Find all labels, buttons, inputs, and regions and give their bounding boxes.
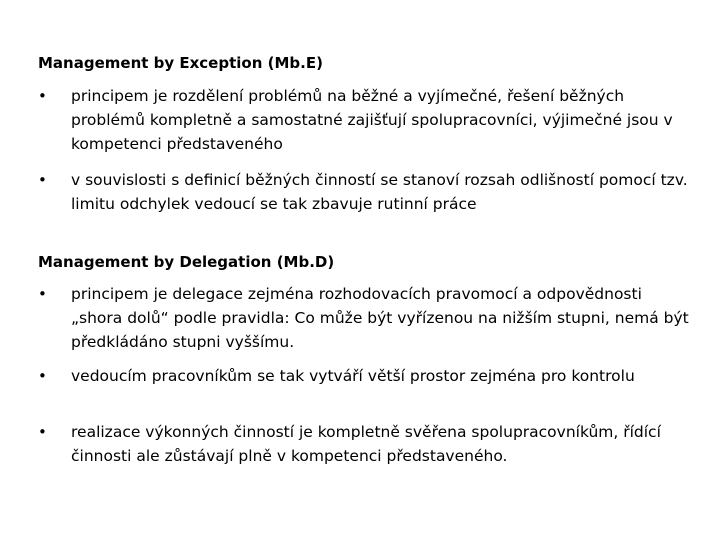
bullet-marker: • — [38, 367, 47, 385]
bullet-text: principem je rozdělení problémů na běžné a vyjímečné, řešení běžných problémů kompletně a samostatné zajišťují spolupracovníci, výjimečné jsou v kompetenci představeného — [71, 87, 673, 153]
bullet-text: vedoucím pracovníkům se tak vytváří větší prostor zejména pro kontrolu — [71, 367, 635, 385]
bullet-marker: • — [38, 87, 47, 105]
bullet-text: realizace výkonných činností je kompletně svěřena spolupracovníkům, řídící činnosti ale zůstávají plně v kompetenci představeného. — [71, 423, 661, 465]
bullet-text: v souvislosti s definicí běžných činností se stanoví rozsah odlišností pomocí tzv. limitu odchylek vedoucí se tak zbavuje rutinní práce — [71, 171, 688, 213]
section-heading-mbe: Management by Exception (Mb.E) — [38, 54, 323, 72]
bullet-marker: • — [38, 171, 47, 189]
bullet-text: principem je delegace zejména rozhodovacích pravomocí a odpovědnosti „shora dolů“ podle pravidla: Co může být vyřízenou na nižším stupni, nemá být předkládáno stupni vyššímu. — [71, 285, 689, 351]
bullet-marker: • — [38, 285, 47, 303]
section-heading-mbd: Management by Delegation (Mb.D) — [38, 253, 335, 271]
bullet-marker: • — [38, 423, 47, 441]
